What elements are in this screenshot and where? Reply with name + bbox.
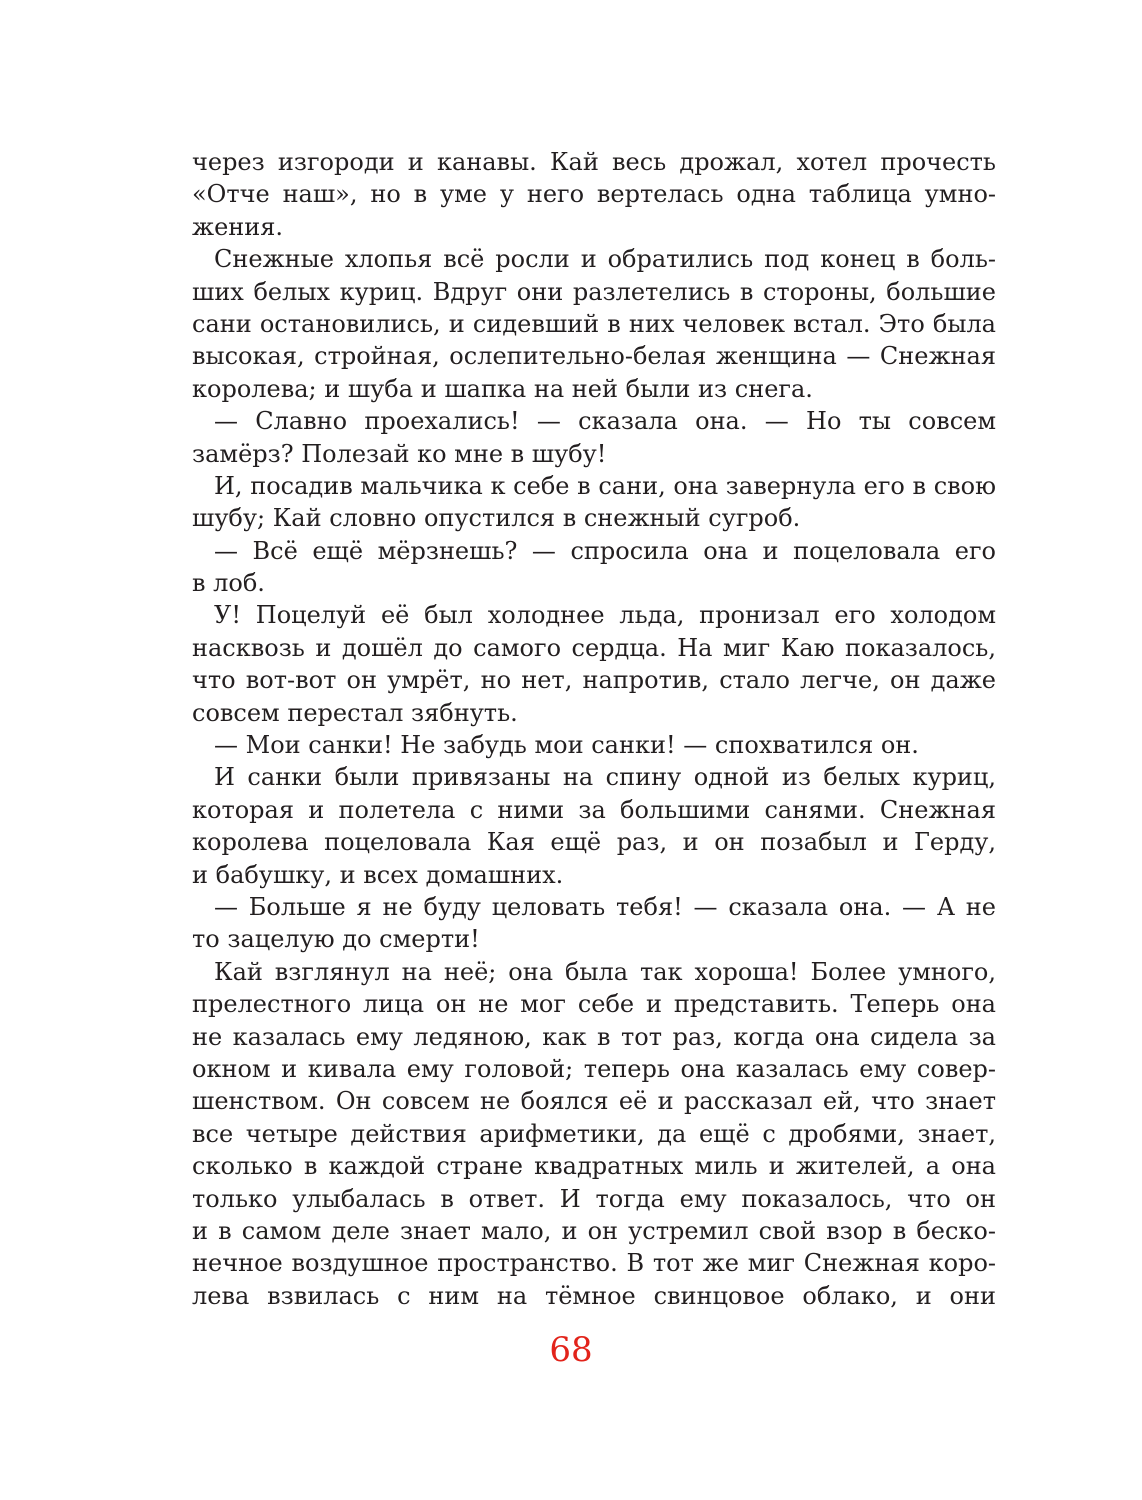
text-line: — Мои санки! Не забудь мои санки! — спохватился он. (214, 731, 919, 760)
text-line: И, посадив мальчика к себе в сани, она завернула его в свою (214, 471, 996, 500)
text-line: прелестного лица он не мог себе и представить. Теперь она (192, 990, 996, 1019)
text-line: Снежные хлопья всё росли и обратились под конец в боль- (214, 245, 996, 274)
text-line: что вот-вот он умрёт, но нет, напротив, стало легче, он даже (192, 666, 996, 695)
text-line: шенством. Он совсем не боялся её и рассказал ей, что знает (192, 1087, 996, 1116)
text-line: сколько в каждой стране квадратных миль и жителей, а она (192, 1152, 996, 1181)
text-line: насквозь и дошёл до самого сердца. На миг Каю показалось, (192, 633, 996, 662)
text-line: — Славно проехались! — сказала она. — Но ты совсем (214, 407, 996, 436)
text-line: то зацелую до смерти! (192, 925, 480, 954)
text-line: жения. (192, 212, 284, 241)
text-line: — Всё ещё мёрзнешь? — спросила она и поцеловала его (214, 536, 996, 565)
text-line: через изгороди и канавы. Кай весь дрожал, хотел прочесть (192, 148, 996, 176)
text-line: только улыбалась в ответ. И тогда ему показалось, что он (192, 1184, 996, 1213)
text-line: И санки были привязаны на спину одной из белых куриц, (214, 763, 996, 792)
text-line: не казалась ему ледяною, как в тот раз, когда она сидела за (192, 1022, 996, 1051)
text-line: У! Поцелуй её был холоднее льда, пронизал его холодом (214, 601, 996, 630)
body-text (192, 146, 996, 1312)
text-line: королева поцеловала Кая ещё раз, и он позабыл и Герду, (192, 828, 996, 857)
text-line: королева; и шуба и шапка на ней были из снега. (192, 374, 813, 403)
text-line: высокая, стройная, ослепительно-белая женщина — Снежная (192, 342, 996, 371)
text-line: совсем перестал зябнуть. (192, 698, 518, 727)
text-line: и в самом деле знает мало, и он устремил свой взор в беско- (192, 1216, 996, 1245)
text-line: сани остановились, и сидевший в них человек встал. Это была (192, 309, 996, 338)
text-line: Кай взглянул на неё; она была так хороша! Более умного, (214, 957, 996, 986)
text-line: нечное воздушное пространство. В тот же миг Снежная коро- (192, 1249, 996, 1278)
text-line: шубу; Кай словно опустился в снежный сугроб. (192, 504, 801, 533)
text-line: и бабушку, и всех домашних. (192, 860, 564, 889)
text-line: ших белых куриц. Вдруг они разлетелись в стороны, большие (192, 277, 996, 306)
text-line: в лоб. (192, 569, 265, 598)
page-number: 68 (549, 1330, 593, 1370)
text-line: окном и кивала ему головой; теперь она казалась ему совер- (192, 1054, 996, 1083)
text-line: — Больше я не буду целовать тебя! — сказала она. — А не (214, 892, 996, 921)
text-line: лева взвилась с ним на тёмное свинцовое облако, и они (192, 1281, 996, 1310)
text-line: замёрз? Полезай ко мне в шубу! (192, 439, 607, 468)
text-line: все четыре действия арифметики, да ещё с дробями, знает, (192, 1119, 996, 1148)
text-line: «Отче наш», но в уме у него вертелась одна таблица умно- (192, 180, 996, 209)
text-line: которая и полетела с ними за большими санями. Снежная (192, 795, 996, 824)
